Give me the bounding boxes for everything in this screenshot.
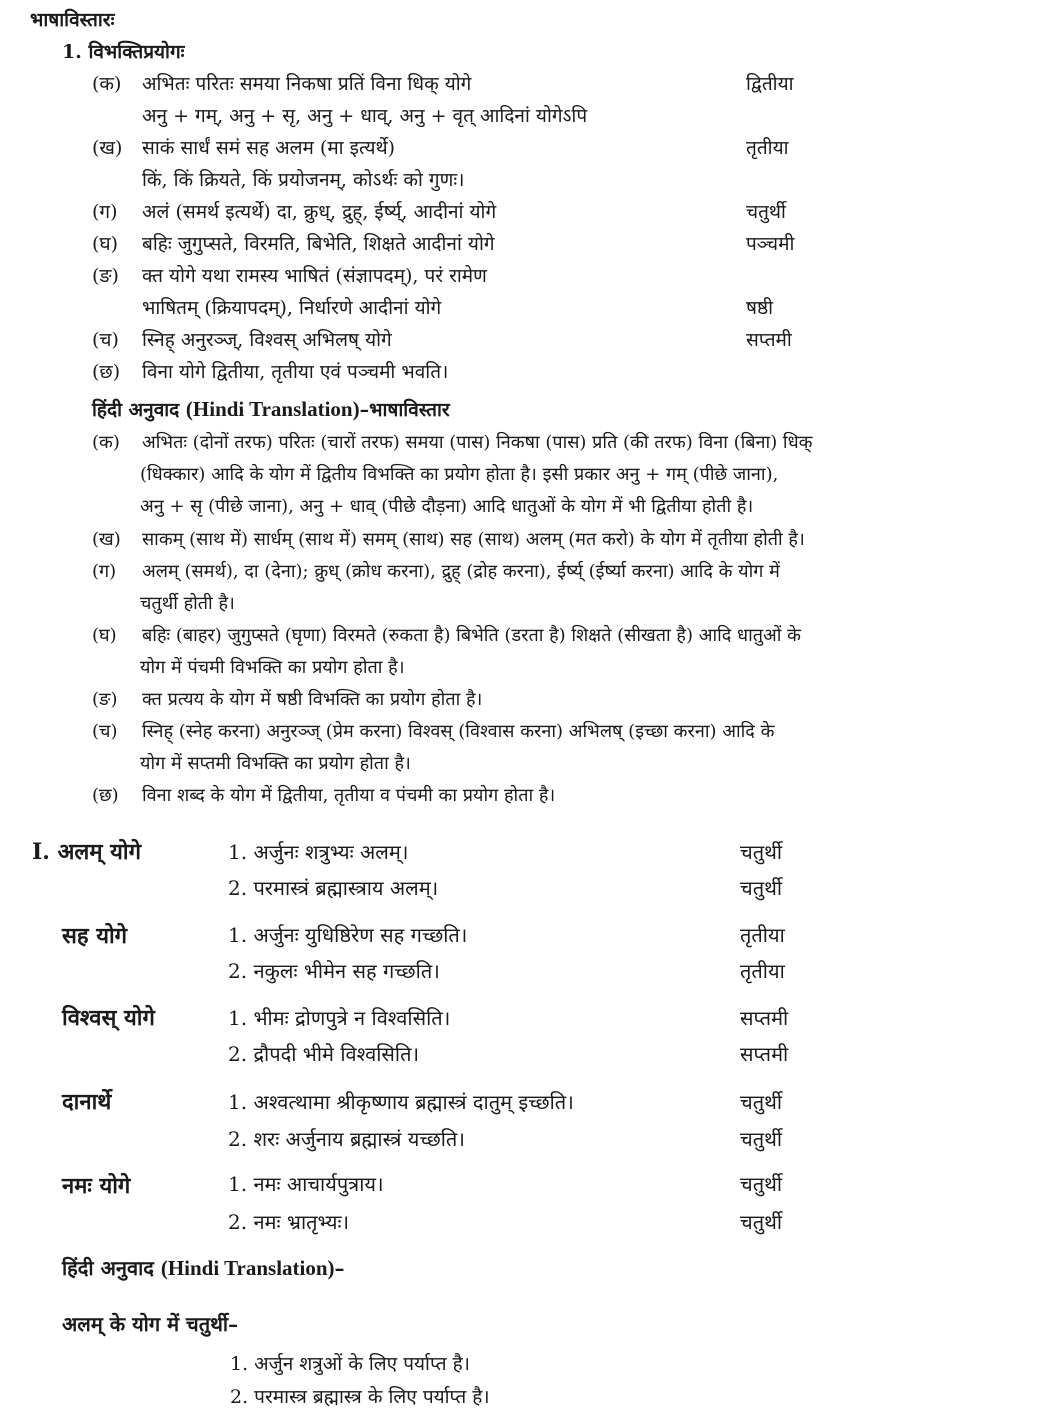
example-sentence: 1. अर्जुनः शत्रुभ्यः अलम्।	[228, 840, 409, 864]
translation-sentence: 1. अर्जुन शत्रुओं के लिए पर्याप्त है।	[230, 1353, 470, 1375]
case-label: चतुर्थी	[740, 1210, 783, 1234]
case-label: चतुर्थी	[740, 1127, 783, 1151]
example-sentence: 1. नमः आचार्यपुत्राय।	[228, 1172, 384, 1196]
case-label: सप्तमी	[746, 329, 792, 351]
rule-item: (च) स्निह् अनुरञ्ज्, विश्वस् अभिलष् योगे	[92, 329, 392, 351]
example-sentence: 2. शरः अर्जुनाय ब्रह्मास्त्रं यच्छति।	[228, 1127, 465, 1151]
translation-item: (क) अभितः (दोनों तरफ) परितः (चारों तरफ) समया (पास) निकषा (पास) प्रति (की तरफ) विना (बिना) धिक्	[92, 432, 813, 453]
example-sentence: 1. भीमः द्रोणपुत्रे न विश्वसिति।	[228, 1006, 451, 1030]
example-sentence: 1. अर्जुनः युधिष्ठिरेण सह गच्छति।	[228, 923, 468, 947]
case-label: सप्तमी	[740, 1042, 789, 1066]
translation-subheading: अलम् के योग में चतुर्थी–	[62, 1312, 239, 1336]
case-label: तृतीया	[746, 137, 789, 159]
rule-item: (ख) साकं सार्धं समं सह अलम (मा इत्यर्थे)	[92, 137, 396, 159]
translation-item: (ख) साकम् (साथ में) सार्धम् (साथ में) समम् (साथ) सह (साथ) अलम् (मत करो) के योग में तृतीया होती है।	[92, 529, 805, 550]
case-label: तृतीया	[740, 923, 785, 947]
example-sentence: 2. द्रौपदी भीमे विश्वसिति।	[228, 1042, 420, 1066]
rule-item: (ग) अलं (समर्थ इत्यर्थे) दा, क्रुध्, द्रुह्, ईर्ष्य्, आदीनां योगे	[92, 201, 497, 223]
rule-line: किं, किं क्रियते, किं प्रयोजनम्, कोऽर्थः को गुणः।	[142, 169, 465, 191]
translation-line: योग में पंचमी विभक्ति का प्रयोग होता है।	[140, 657, 405, 678]
translation-heading: हिंदी अनुवाद (Hindi Translation)–	[62, 1256, 345, 1280]
rule-item: (घ) बहिः जुगुप्सते, विरमति, बिभेति, शिक्षते आदीनां योगे	[92, 233, 495, 255]
section-subtitle: 1. विभक्तिप्रयोगः	[62, 41, 185, 63]
case-label: चतुर्थी	[746, 201, 786, 223]
translation-item: (च) स्निह् (स्नेह करना) अनुरञ्ज् (प्रेम करना) विश्वस् (विश्वास करना) अभिलष् (इच्छा करना) आदि के	[92, 721, 775, 742]
example-sentence: 1. अश्वत्थामा श्रीकृष्णाय ब्रह्मास्त्रं दातुम् इच्छति।	[228, 1090, 574, 1114]
case-label: तृतीया	[740, 959, 785, 983]
case-label: पञ्चमी	[746, 233, 795, 255]
example-group-title: विश्वस् योगे	[62, 1005, 155, 1031]
case-label: सप्तमी	[740, 1006, 789, 1030]
section-title: भाषाविस्तारः	[30, 9, 115, 31]
example-group-title: नमः योगे	[62, 1173, 131, 1199]
case-label: चतुर्थी	[740, 1172, 783, 1196]
translation-item: (ङ) क्त प्रत्यय के योग में षष्ठी विभक्ति का प्रयोग होता है।	[92, 689, 483, 710]
rule-line: भाषितम् (क्रियापदम्), निर्धारणे आदीनां योगे	[142, 297, 442, 319]
translation-line: चतुर्थी होती है।	[140, 593, 235, 614]
rule-item: (छ) विना योगे द्वितीया, तृतीया एवं पञ्चमी भवति।	[92, 361, 449, 383]
example-sentence: 2. परमास्त्रं ब्रह्मास्त्राय अलम्।	[228, 876, 439, 900]
translation-line: अनु + सृ (पीछे जाना), अनु + धाव् (पीछे दौड़ना) आदि धातुओं के योग में भी द्वितीया होती है।	[140, 496, 754, 517]
translation-item: (छ) विना शब्द के योग में द्वितीया, तृतीया व पंचमी का प्रयोग होता है।	[92, 785, 556, 806]
translation-item: (ग) अलम् (समर्थ), दा (देना); क्रुध् (क्रोध करना), द्रुह् (द्रोह करना), ईर्ष्य् (ईर्ष्या करना) आदि के योग में	[92, 561, 780, 582]
case-label: चतुर्थी	[740, 1090, 783, 1114]
case-label: षष्ठी	[746, 297, 774, 319]
translation-sentence: 2. परमास्त्र ब्रह्मास्त्र के लिए पर्याप्त है।	[230, 1386, 490, 1408]
rule-item: (क) अभितः परितः समया निकषा प्रतिं विना धिक् योगे	[92, 73, 472, 95]
translation-line: (धिक्कार) आदि के योग में द्वितीय विभक्ति का प्रयोग होता है। इसी प्रकार अनु + गम् (पीछे जाना),	[140, 464, 779, 485]
rule-line: अनु + गम्, अनु + सृ, अनु + धाव्, अनु + वृत् आदिनां योगेऽपि	[142, 105, 588, 127]
case-label: चतुर्थी	[740, 876, 783, 900]
case-label: द्वितीया	[746, 73, 794, 95]
translation-item: (घ) बहिः (बाहर) जुगुप्सते (घृणा) विरमते (रुकता है) बिभेति (डरता है) शिक्षते (सीखता है) आदि धातुओं के	[92, 625, 801, 646]
case-label: चतुर्थी	[740, 840, 783, 864]
example-group-title: दानार्थे	[62, 1089, 112, 1115]
translation-line: योग में सप्तमी विभक्ति का प्रयोग होता है।	[140, 753, 411, 774]
example-group-title: सह योगे	[62, 923, 128, 949]
example-sentence: 2. नकुलः भीमेन सह गच्छति।	[228, 959, 440, 983]
translation-heading: हिंदी अनुवाद (Hindi Translation)–भाषाविस्तार	[92, 397, 450, 421]
example-group-title: I. अलम् योगे	[32, 839, 141, 865]
rule-item: (ङ) क्त योगे यथा रामस्य भाषितं (संज्ञापदम्), परं रामेण	[92, 265, 487, 287]
example-sentence: 2. नमः भ्रातृभ्यः।	[228, 1210, 350, 1234]
